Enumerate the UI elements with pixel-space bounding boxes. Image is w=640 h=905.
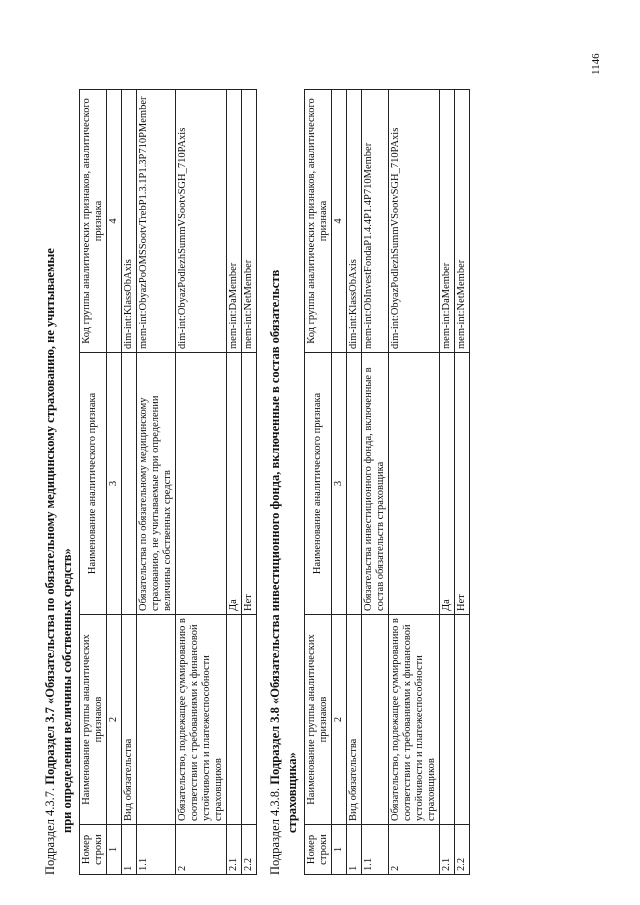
feature-name [347, 353, 362, 615]
code: mem-int:DaMember [440, 90, 455, 353]
group-name [137, 615, 176, 825]
feature-name [122, 353, 137, 615]
table-row [122, 90, 137, 875]
group-name: Вид обязательства [122, 615, 137, 825]
table-header-row [80, 90, 107, 875]
feature-name: Нет [455, 353, 470, 615]
group-name: Обязательство, подлежащее суммированию в соответствии с требованиями к финансовой устойчивости и платежеспособности страховщиков [176, 615, 227, 825]
section-prefix: Подраздел 4.3.8. [268, 787, 282, 875]
code: dim-int:KlassObAxis [347, 90, 362, 353]
row-number: 1.1 [362, 825, 389, 875]
code: mem-int:ObyazPoOMSSootvTrebP1.3.1P1.3P710PMember [137, 90, 176, 353]
row-number: 2.2 [455, 825, 470, 875]
index-cell: 2 [107, 615, 122, 825]
section-heading-4-3-7 [42, 30, 76, 875]
group-name: Обязательство, подлежащее суммированию в соответствии с требованиями к финансовой устойчивости и платежеспособности страховщиков [389, 615, 440, 825]
header-group-name: Наименование группы аналитических признаков [80, 615, 107, 825]
code: mem-int:NetMember [242, 90, 257, 353]
index-cell: 4 [332, 90, 347, 353]
code: dim-int:KlassObAxis [122, 90, 137, 353]
code: mem-int:ObInvestFondaP1.4.4P1.4P710Member [362, 90, 389, 353]
row-number: 2.1 [440, 825, 455, 875]
header-group-name: Наименование группы аналитических признаков [305, 615, 332, 825]
index-cell: 3 [107, 353, 122, 615]
section-title-continuation: при определении величины собственных средств» [60, 548, 74, 833]
row-number: 2.2 [242, 825, 257, 875]
header-row-number: Номер строки [80, 825, 107, 875]
group-name: Вид обязательства [347, 615, 362, 825]
group-name [455, 615, 470, 825]
group-name [227, 615, 242, 825]
table-row [137, 90, 176, 875]
table-row [242, 90, 257, 875]
index-cell: 1 [332, 825, 347, 875]
page-number: 1146 [590, 53, 602, 75]
table-row [440, 90, 455, 875]
row-number: 2 [176, 825, 227, 875]
table-subsection-3-8 [304, 89, 470, 875]
header-code: Код группы аналитических признаков, аналитического признака [80, 90, 107, 353]
feature-name: Да [227, 353, 242, 615]
table-subsection-3-7 [79, 89, 257, 875]
section-title-continuation: страховщика» [285, 752, 299, 833]
group-name [362, 615, 389, 825]
section-title: Подраздел 3.8 «Обязательства инвестиционного фонда, включенные в состав обязательств [268, 269, 282, 785]
group-name [242, 615, 257, 825]
table-index-row [107, 90, 122, 875]
table-row [227, 90, 242, 875]
header-feature-name: Наименование аналитического признака [80, 353, 107, 615]
table-row [176, 90, 227, 875]
section-heading-4-3-8 [267, 30, 301, 875]
table-header-row [305, 90, 332, 875]
code: dim-int:ObyazPodlezhSummVSootvSGH_710PAxis [389, 90, 440, 353]
table-row [389, 90, 440, 875]
feature-name: Обязательства по обязательному медицинскому страхованию, не учитываемые при определении величины собственных средств [137, 353, 176, 615]
table-row [455, 90, 470, 875]
header-code: Код группы аналитических признаков, аналитического признака [305, 90, 332, 353]
row-number: 1.1 [137, 825, 176, 875]
code: mem-int:DaMember [227, 90, 242, 353]
row-number: 2 [389, 825, 440, 875]
table-row [362, 90, 389, 875]
feature-name: Да [440, 353, 455, 615]
header-feature-name: Наименование аналитического признака [305, 353, 332, 615]
group-name [440, 615, 455, 825]
index-cell: 3 [332, 353, 347, 615]
rotated-page [42, 30, 612, 875]
code: dim-int:ObyazPodlezhSummVSootvSGH_710PAxis [176, 90, 227, 353]
feature-name [176, 353, 227, 615]
index-cell: 2 [332, 615, 347, 825]
index-cell: 4 [107, 90, 122, 353]
row-number: 1 [347, 825, 362, 875]
section-title: Подраздел 3.7 «Обязательства по обязательному медицинскому страхованию, не учитываемые [43, 248, 57, 785]
code: mem-int:NetMember [455, 90, 470, 353]
row-number: 2.1 [227, 825, 242, 875]
feature-name: Нет [242, 353, 257, 615]
row-number: 1 [122, 825, 137, 875]
feature-name [389, 353, 440, 615]
header-row-number: Номер строки [305, 825, 332, 875]
table-row [347, 90, 362, 875]
feature-name: Обязательства инвестиционного фонда, включенные в состав обязательств страховщика [362, 353, 389, 615]
table-index-row [332, 90, 347, 875]
index-cell: 1 [107, 825, 122, 875]
section-prefix: Подраздел 4.3.7. [43, 787, 57, 875]
